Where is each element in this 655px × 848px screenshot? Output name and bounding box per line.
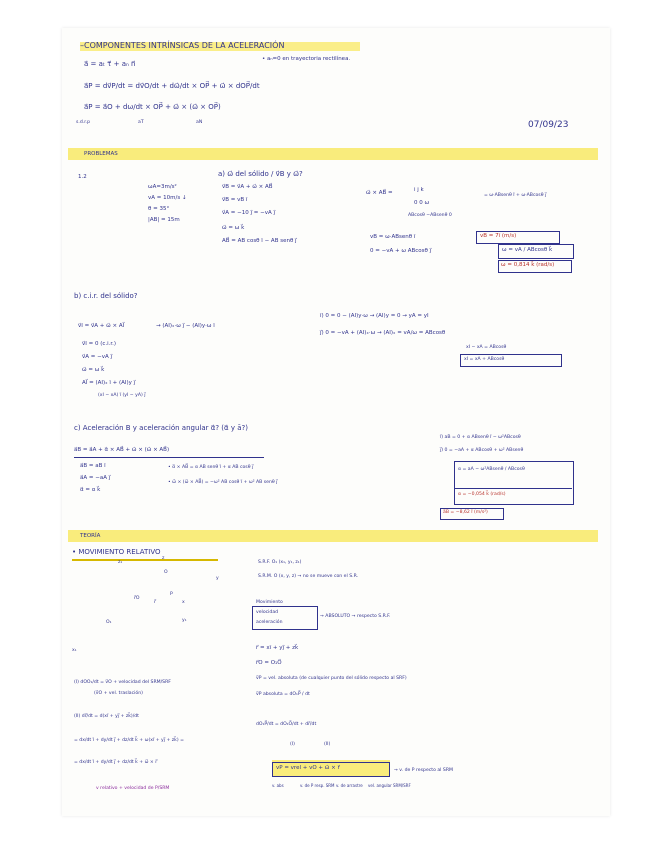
- eq-iii: = dx/dt ĩ + dy/dt j⃗ + dz/dt k⃗ + ω(xĩ + yj⃗ + zk⃗) =: [74, 738, 184, 743]
- movimiento-underline: [72, 559, 218, 561]
- axis-o: O: [164, 570, 168, 575]
- det-row-3: ABcosθ −ABsenθ 0: [408, 213, 452, 218]
- vp-abs: v⃗P absoluta = dO₁P⃗ / dt: [256, 692, 310, 697]
- det-row-2: 0 0 ω: [414, 200, 430, 206]
- roman-i: (I): [290, 742, 295, 747]
- part-b-ix-2: xI = xA + ABcosθ: [464, 357, 505, 362]
- axis-x1: x₁: [72, 648, 77, 653]
- part-c-question: c) Aceleración B y aceleración angular α⃗? (α⃗ y ā?): [74, 424, 248, 432]
- accel-intrinsic-eq: a⃗ = aₜ τ⃗ + aₙ n⃗: [84, 60, 136, 68]
- part-c-line-2: a⃗A = −aA j⃗: [80, 475, 111, 481]
- part-c-line-3: α⃗ = α k⃗: [80, 487, 101, 493]
- part-c-i: ĩ) aB = 0 + α ABsenθ ĩ − ω²ABcosθ: [440, 435, 521, 440]
- part-c-mid-1: • α⃗ × AB⃗ = α AB senθ ĩ + α AB cosθ j⃗: [168, 465, 254, 470]
- mov-box-line-1: Movimiento: [256, 600, 283, 605]
- mov-box-line-2: velocidad: [256, 610, 279, 615]
- axis-o1: O₁: [106, 620, 112, 625]
- an-note: • aₙ=0 en trayectoria rectilínea.: [262, 56, 351, 62]
- teoria-header: TEORÍA: [80, 533, 101, 539]
- data-wa: ωA=3m/s²: [148, 184, 177, 190]
- eq-ii: (II) dr⃗/dt = d(xĩ + yj⃗ + zk⃗)/dt: [74, 714, 139, 719]
- under-label-1: v. abs: [272, 783, 284, 788]
- axis-z: z: [162, 556, 165, 561]
- mov-box: [252, 606, 318, 630]
- cross-label: ω⃗ × AB⃗ =: [366, 190, 393, 196]
- part-b-line-5: (xI − xA) ĩ (yI − yA) j⃗: [98, 393, 146, 398]
- mov-box-line-3: aceleración: [256, 620, 283, 625]
- part-b-i-eq: ĩ) 0 = 0 − (AI)y·ω → (AI)y = 0 → yA = yI: [320, 313, 429, 319]
- part-c-mid-2: • ω⃗ × (ω⃗ × AB⃗) = −ω² AB cosθ ĩ + ω² AB senθ j⃗: [168, 480, 278, 485]
- data-theta: θ = 35°: [148, 206, 170, 212]
- part-c-line-1: a⃗B = aB ĩ: [80, 463, 106, 469]
- part-c-ab: a⃗B = −8,62 ĩ (m/s²): [443, 510, 488, 515]
- ro-eq: r⃗O = O₁O⃗: [256, 660, 282, 666]
- axis-ro: r⃗O: [134, 596, 140, 601]
- date: 07/09/23: [528, 120, 569, 130]
- eq-i-sub: (v⃗O + vel. traslación): [94, 691, 143, 696]
- axis-x: x: [182, 600, 185, 605]
- result-wval: ω = 0,814 k⃗ (rad/s): [501, 262, 555, 268]
- srm-label: S.R.M. O (x, y, z) → no se mueve con el S.R.: [258, 574, 359, 579]
- part-b-line-4: AI⃗ = (AI)ₓ ĩ + (AI)y j⃗: [82, 380, 136, 386]
- part-b-eq-1b: → (AI)ₓ·ω j⃗ − (AI)y·ω ĩ: [156, 323, 215, 329]
- axis-z1: z₁: [118, 560, 123, 565]
- movimiento-relativo: • MOVIMIENTO RELATIVO: [72, 548, 161, 556]
- result-vb: vB = 7ĩ (m/s): [480, 233, 517, 239]
- part-b-question: b) c.i.r. del sólido?: [74, 292, 138, 300]
- final-eq: vP = vrel + vO + ω⃗ × r⃗: [276, 765, 340, 771]
- part-a-eq-2: v⃗B = vB ĩ: [222, 197, 248, 203]
- axis-y1: y₁: [182, 618, 187, 623]
- highlight-teoria: [68, 530, 598, 542]
- part-a-eq-5: AB⃗ = AB cosθ ĩ − AB senθ j⃗: [222, 238, 297, 244]
- under-label-3: v. de arrastre: [336, 783, 363, 788]
- part-c-eq-1: a⃗B = a⃗A + α⃗ × AB⃗ + ω⃗ × (ω⃗ × AB⃗): [74, 447, 170, 453]
- axis-p: P: [170, 592, 173, 597]
- part-b-line-3: ω⃗ = ω k⃗: [82, 367, 105, 373]
- part-b-line-1: v⃗I = 0 (c.i.r.): [82, 341, 117, 347]
- problem-number: 1.2: [78, 174, 87, 180]
- part-c-alpha-divider: [454, 488, 572, 489]
- under-label-4: vel. angular SRM/SRF: [368, 783, 411, 788]
- eq-i: (I) dOO₁/dt = v⃗O + velocidad del SRM/SRF: [74, 680, 171, 685]
- part-a-eq-1: v⃗B = v⃗A + ω⃗ × AB⃗: [222, 184, 273, 190]
- cross-result: = ω·ABsenθ ĩ + ω·ABcosθ j⃗: [484, 193, 547, 198]
- data-ab: |AB| = 15m: [148, 217, 180, 223]
- page-title: –COMPONENTES INTRÍNSICAS DE LA ACELERACIÓN: [80, 41, 285, 50]
- vp-line: v⃗P = vel. absoluta (de cualquier punto del sólido respecto al SRF): [256, 676, 407, 681]
- det-row-1: i j k: [414, 187, 424, 193]
- part-c-alpha: α = aA − ω²ABsenθ / ABcosθ: [458, 467, 525, 472]
- problems-header: PROBLEMAS: [84, 151, 118, 157]
- label-sdrp: s.d.r.p: [76, 120, 91, 125]
- part-b-ix-1: xI − xA = ABcosθ: [466, 345, 507, 350]
- axis-r: r⃗: [154, 600, 156, 605]
- part-b-line-2: v⃗A = −vA j⃗: [82, 354, 113, 360]
- roman-ii: (II): [324, 742, 331, 747]
- data-va: vA = 10m/s ↓: [148, 195, 187, 201]
- final-note: → v. de P respecto al SRM: [394, 768, 453, 773]
- accel-point-eq-2: a⃗P = a⃗O + dω/dt × OP⃗ + ω⃗ × (ω⃗ × OP⃗): [84, 103, 221, 111]
- eq-iv: = dx/dt ĩ + dy/dt j⃗ + dz/dt k⃗ + ω⃗ × r⃗: [74, 760, 158, 765]
- vrel-label: v relativo + velocidad de P/SRM: [96, 786, 170, 791]
- system-i: vB = ω·ABsenθ ĩ: [370, 234, 416, 240]
- part-b-eq-1: v⃗I = v⃗A + ω⃗ × AI⃗: [78, 323, 125, 329]
- under-label-2: v. de P resp. SRM: [300, 783, 335, 788]
- result-w: ω = vA / ABcosθ k⃗: [502, 247, 553, 253]
- part-b-j-eq: j⃗) 0 = −vA + (AI)ₓ·ω → (AI)ₓ = vA/ω = ABcosθ: [320, 330, 446, 336]
- absoluto-label: → ABSOLUTO → respecto S.R.F.: [320, 614, 391, 619]
- accel-point-eq: a⃗P = dv⃗P/dt = dv⃗O/dt + dω⃗/dt × OP⃗ + ω⃗ × dOP⃗/dt: [84, 82, 260, 90]
- highlight-problemas: [68, 148, 598, 160]
- part-c-alpha-val: α = −0,054 k⃗ (rad/s): [458, 492, 506, 497]
- axis-y: y: [216, 576, 219, 581]
- part-a-question: a) ω⃗ del sólido / v⃗B y ω⃗?: [218, 170, 303, 178]
- label-at: aT: [138, 120, 144, 125]
- r-eq: r⃗ = xĩ + yj⃗ + zk⃗: [256, 645, 299, 651]
- notebook-page: [62, 28, 610, 816]
- label-an: aN: [196, 120, 203, 125]
- srf-label: S.R.F. O₁ (x₁, y₁, z₁): [258, 560, 302, 565]
- part-a-eq-4: ω⃗ = ω k⃗: [222, 225, 245, 231]
- part-a-eq-3: v⃗A = −10 j⃗ = −vA j⃗: [222, 210, 276, 216]
- part-c-j: j⃗) 0 = −aA + α ABcosθ + ω² ABsenθ: [440, 448, 524, 453]
- system-j: 0 = −vA + ω ABcosθ j⃗: [370, 248, 432, 254]
- part-c-underline: [74, 457, 264, 458]
- frac-eq: dO₁P⃗/dt = dO₁O⃗/dt + dr⃗/dt: [256, 722, 317, 727]
